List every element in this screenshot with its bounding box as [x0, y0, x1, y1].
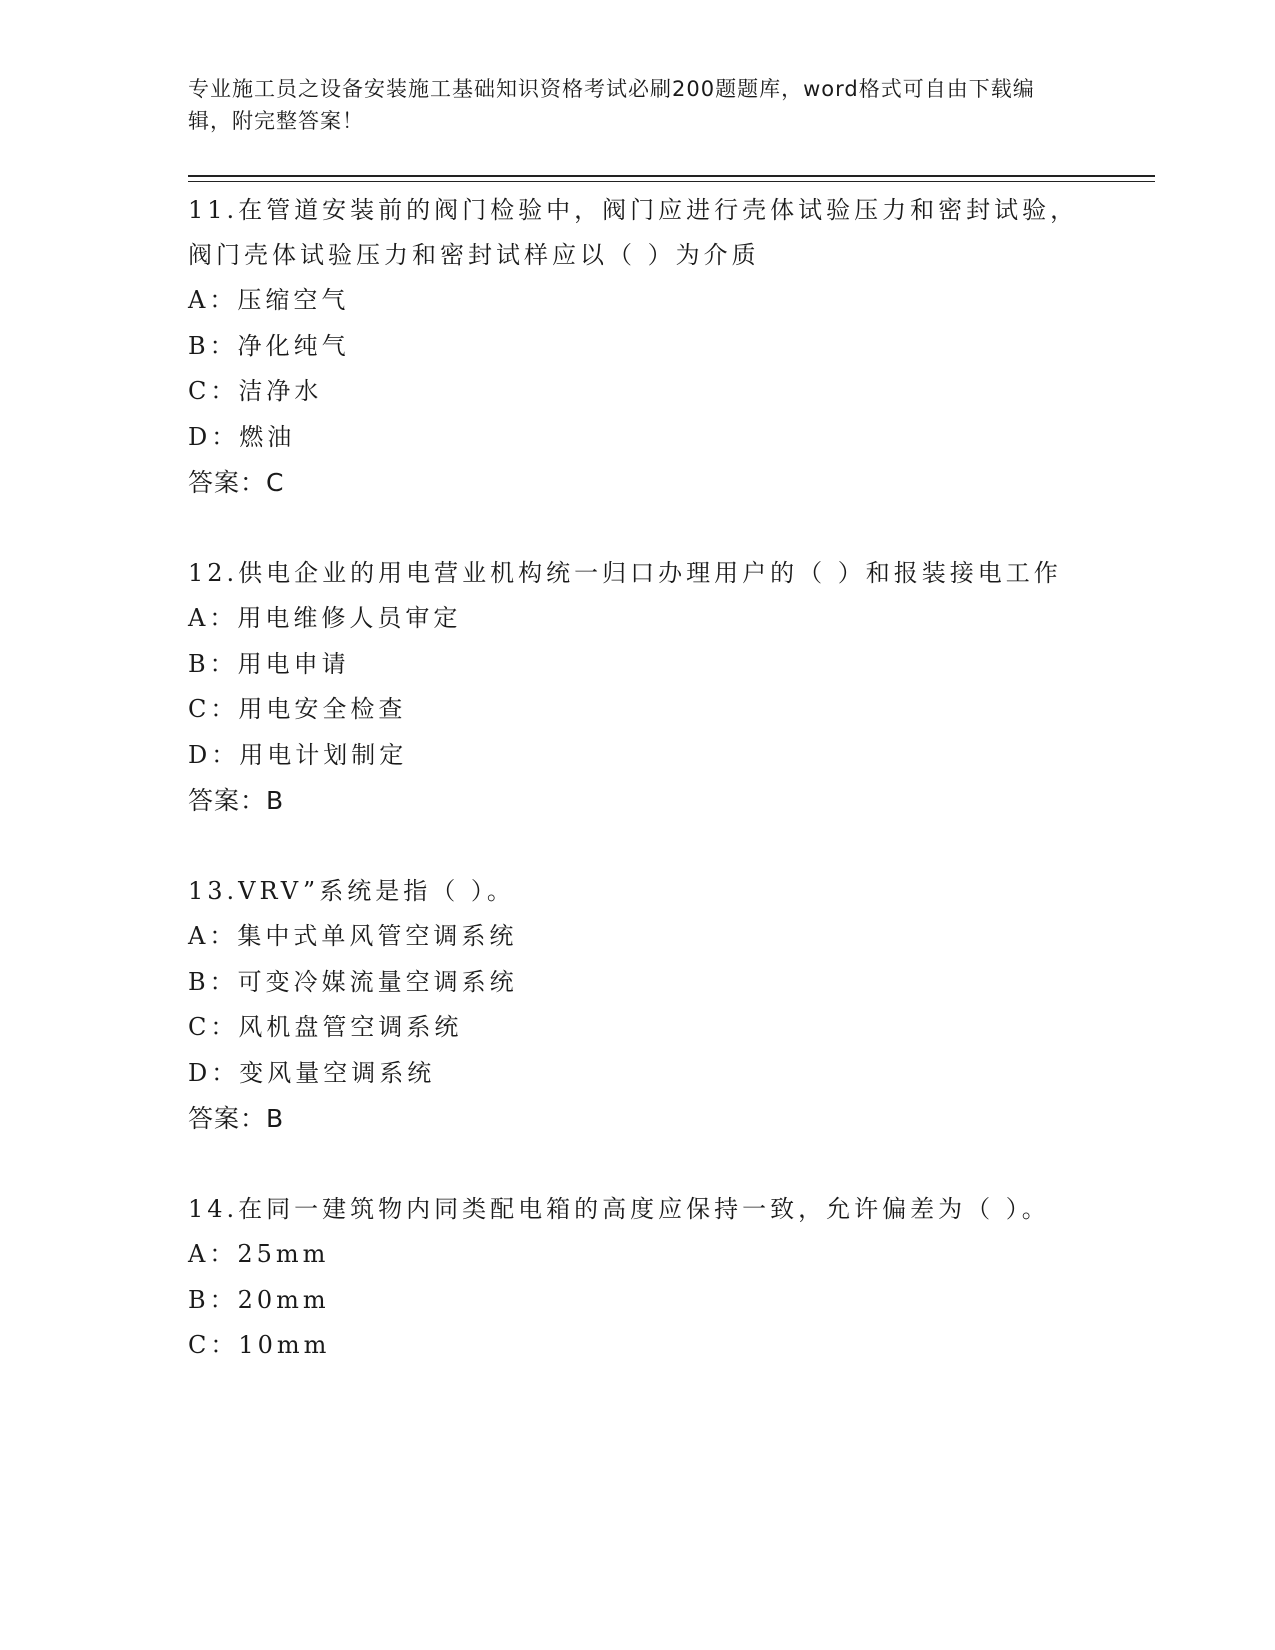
option-a: A：压缩空气 [188, 286, 350, 314]
answer-line: 答案：C [188, 468, 285, 497]
option-b: B：净化纯气 [188, 331, 350, 360]
option-c: C：洁净水 [188, 377, 323, 405]
document-title: 专业施工员之设备安装施工基础知识资格考试必刷200题题库，word格式可自由下载编辑，附完整答案！ [188, 77, 1035, 133]
option-a: A：用电维修人员审定 [188, 604, 462, 632]
question-stem: 13.VRV”系统是指（ ）。 [188, 877, 515, 905]
header-divider-thick [188, 175, 1155, 177]
document-header [188, 73, 1068, 137]
question-11 [188, 188, 1088, 505]
option-c: C：风机盘管空调系统 [188, 1013, 463, 1041]
option-a: A：集中式单风管空调系统 [188, 922, 518, 950]
answer-line: 答案：B [188, 786, 285, 815]
option-b: B：可变冷媒流量空调系统 [188, 967, 518, 996]
option-b: B：20mm [188, 1285, 330, 1314]
option-d: D：变风量空调系统 [188, 1058, 436, 1087]
option-c: C：10mm [188, 1331, 331, 1359]
question-stem: 12.供电企业的用电营业机构统一归口办理用户的（ ）和报装接电工作 [188, 559, 1062, 587]
option-a: A：25mm [188, 1240, 330, 1268]
option-b: B：用电申请 [188, 649, 350, 678]
option-d: D：用电计划制定 [188, 740, 408, 769]
question-stem: 14.在同一建筑物内同类配电箱的高度应保持一致，允许偏差为（ ）。 [188, 1195, 1050, 1223]
question-14 [188, 1187, 1088, 1369]
header-divider-thin [188, 181, 1155, 182]
answer-line: 答案：B [188, 1104, 285, 1133]
question-stem: 11.在管道安装前的阀门检验中，阀门应进行壳体试验压力和密封试验，阀门壳体试验压力和密封试样应以（ ）为介质 [188, 196, 1079, 269]
option-c: C：用电安全检查 [188, 695, 407, 723]
option-d: D：燃油 [188, 422, 296, 451]
question-13 [188, 869, 1088, 1141]
question-12 [188, 551, 1088, 823]
question-list [188, 188, 1088, 1369]
